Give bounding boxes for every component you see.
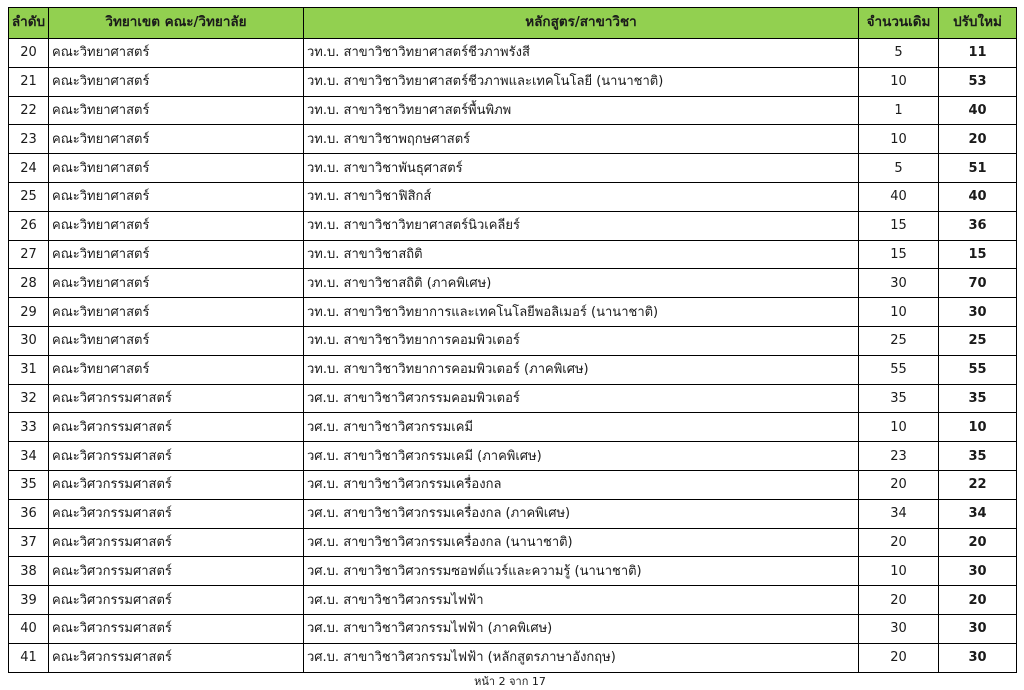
table-row <box>9 125 1017 154</box>
program-cell: วท.บ. สาขาวิชาวิทยาการคอมพิวเตอร์ (ภาคพิเศษ) <box>304 355 859 384</box>
faculty-cell: คณะวิทยาศาสตร์ <box>49 39 304 68</box>
faculty-cell: คณะวิทยาศาสตร์ <box>49 326 304 355</box>
table-row <box>9 269 1017 298</box>
adjusted-count-cell: 30 <box>939 557 1017 586</box>
row-number: 32 <box>9 384 49 413</box>
original-count-cell: 10 <box>859 298 939 327</box>
faculty-cell: คณะวิศวกรรมศาสตร์ <box>49 643 304 672</box>
program-cell: วศ.บ. สาขาวิชาวิศวกรรมเครื่องกล <box>304 470 859 499</box>
row-number: 25 <box>9 182 49 211</box>
table-row <box>9 182 1017 211</box>
adjusted-count-cell: 30 <box>939 614 1017 643</box>
row-number: 24 <box>9 154 49 183</box>
program-cell: วท.บ. สาขาวิชาวิทยาศาสตร์พื้นพิภพ <box>304 96 859 125</box>
table-row <box>9 470 1017 499</box>
table-body <box>9 39 1017 673</box>
table-row <box>9 586 1017 615</box>
adjusted-count-cell: 20 <box>939 528 1017 557</box>
original-count-cell: 10 <box>859 67 939 96</box>
row-number: 37 <box>9 528 49 557</box>
table-row <box>9 499 1017 528</box>
faculty-cell: คณะวิทยาศาสตร์ <box>49 211 304 240</box>
original-count-cell: 15 <box>859 211 939 240</box>
program-cell: วท.บ. สาขาวิชาฟิสิกส์ <box>304 182 859 211</box>
faculty-cell: คณะวิศวกรรมศาสตร์ <box>49 442 304 471</box>
original-count-cell: 40 <box>859 182 939 211</box>
header-number: ลำดับ <box>9 8 49 39</box>
faculty-cell: คณะวิศวกรรมศาสตร์ <box>49 499 304 528</box>
program-cell: วศ.บ. สาขาวิชาวิศวกรรมเครื่องกล (ภาคพิเศษ) <box>304 499 859 528</box>
original-count-cell: 20 <box>859 528 939 557</box>
faculty-cell: คณะวิทยาศาสตร์ <box>49 154 304 183</box>
adjusted-count-cell: 34 <box>939 499 1017 528</box>
adjusted-count-cell: 22 <box>939 470 1017 499</box>
table-row <box>9 154 1017 183</box>
program-cell: วท.บ. สาขาวิชาสถิติ (ภาคพิเศษ) <box>304 269 859 298</box>
row-number: 29 <box>9 298 49 327</box>
program-quota-table <box>8 7 1017 673</box>
row-number: 23 <box>9 125 49 154</box>
adjusted-count-cell: 35 <box>939 442 1017 471</box>
header-program: หลักสูตร/สาขาวิชา <box>304 8 859 39</box>
table-header <box>9 8 1017 39</box>
row-number: 40 <box>9 614 49 643</box>
row-number: 34 <box>9 442 49 471</box>
adjusted-count-cell: 30 <box>939 298 1017 327</box>
program-cell: วท.บ. สาขาวิชาสถิติ <box>304 240 859 269</box>
original-count-cell: 10 <box>859 413 939 442</box>
table-row <box>9 67 1017 96</box>
adjusted-count-cell: 40 <box>939 96 1017 125</box>
table-row <box>9 442 1017 471</box>
original-count-cell: 5 <box>859 39 939 68</box>
adjusted-count-cell: 30 <box>939 643 1017 672</box>
program-cell: วศ.บ. สาขาวิชาวิศวกรรมเคมี <box>304 413 859 442</box>
program-cell: วท.บ. สาขาวิชาวิทยาศาสตร์ชีวภาพรังสี <box>304 39 859 68</box>
adjusted-count-cell: 55 <box>939 355 1017 384</box>
original-count-cell: 1 <box>859 96 939 125</box>
table-row <box>9 355 1017 384</box>
adjusted-count-cell: 11 <box>939 39 1017 68</box>
row-number: 27 <box>9 240 49 269</box>
original-count-cell: 20 <box>859 643 939 672</box>
header-row <box>9 8 1017 39</box>
row-number: 36 <box>9 499 49 528</box>
row-number: 38 <box>9 557 49 586</box>
original-count-cell: 20 <box>859 470 939 499</box>
original-count-cell: 5 <box>859 154 939 183</box>
header-faculty: วิทยาเขต คณะ/วิทยาลัย <box>49 8 304 39</box>
table-row <box>9 211 1017 240</box>
original-count-cell: 35 <box>859 384 939 413</box>
program-cell: วศ.บ. สาขาวิชาวิศวกรรมคอมพิวเตอร์ <box>304 384 859 413</box>
faculty-cell: คณะวิศวกรรมศาสตร์ <box>49 413 304 442</box>
faculty-cell: คณะวิทยาศาสตร์ <box>49 67 304 96</box>
table-row <box>9 39 1017 68</box>
original-count-cell: 34 <box>859 499 939 528</box>
table-row <box>9 96 1017 125</box>
program-cell: วท.บ. สาขาวิชาวิทยาศาสตร์นิวเคลียร์ <box>304 211 859 240</box>
row-number: 35 <box>9 470 49 499</box>
adjusted-count-cell: 20 <box>939 125 1017 154</box>
faculty-cell: คณะวิศวกรรมศาสตร์ <box>49 614 304 643</box>
program-cell: วท.บ. สาขาวิชาพฤกษศาสตร์ <box>304 125 859 154</box>
original-count-cell: 10 <box>859 557 939 586</box>
program-cell: วศ.บ. สาขาวิชาวิศวกรรมไฟฟ้า (หลักสูตรภาษาอังกฤษ) <box>304 643 859 672</box>
original-count-cell: 20 <box>859 586 939 615</box>
table-row <box>9 643 1017 672</box>
adjusted-count-cell: 10 <box>939 413 1017 442</box>
adjusted-count-cell: 15 <box>939 240 1017 269</box>
adjusted-count-cell: 51 <box>939 154 1017 183</box>
original-count-cell: 10 <box>859 125 939 154</box>
row-number: 39 <box>9 586 49 615</box>
faculty-cell: คณะวิทยาศาสตร์ <box>49 355 304 384</box>
adjusted-count-cell: 40 <box>939 182 1017 211</box>
page-number: หน้า 2 จาก 17 <box>474 675 546 688</box>
program-cell: วศ.บ. สาขาวิชาวิศวกรรมเครื่องกล (นานาชาติ) <box>304 528 859 557</box>
program-cell: วศ.บ. สาขาวิชาวิศวกรรมไฟฟ้า (ภาคพิเศษ) <box>304 614 859 643</box>
table-row <box>9 326 1017 355</box>
row-number: 31 <box>9 355 49 384</box>
faculty-cell: คณะวิทยาศาสตร์ <box>49 298 304 327</box>
faculty-cell: คณะวิทยาศาสตร์ <box>49 182 304 211</box>
faculty-cell: คณะวิศวกรรมศาสตร์ <box>49 470 304 499</box>
program-cell: วท.บ. สาขาวิชาวิทยาการคอมพิวเตอร์ <box>304 326 859 355</box>
original-count-cell: 25 <box>859 326 939 355</box>
table-row <box>9 413 1017 442</box>
faculty-cell: คณะวิทยาศาสตร์ <box>49 96 304 125</box>
original-count-cell: 15 <box>859 240 939 269</box>
original-count-cell: 30 <box>859 614 939 643</box>
program-cell: วศ.บ. สาขาวิชาวิศวกรรมซอฟต์แวร์และความรู้ (นานาชาติ) <box>304 557 859 586</box>
table-row <box>9 614 1017 643</box>
faculty-cell: คณะวิทยาศาสตร์ <box>49 269 304 298</box>
table-row <box>9 557 1017 586</box>
program-cell: วศ.บ. สาขาวิชาวิศวกรรมไฟฟ้า <box>304 586 859 615</box>
adjusted-count-cell: 20 <box>939 586 1017 615</box>
table-row <box>9 240 1017 269</box>
header-original: จำนวนเดิม <box>859 8 939 39</box>
row-number: 28 <box>9 269 49 298</box>
original-count-cell: 55 <box>859 355 939 384</box>
program-cell: วท.บ. สาขาวิชาวิทยาศาสตร์ชีวภาพและเทคโนโลยี (นานาชาติ) <box>304 67 859 96</box>
header-adjusted: ปรับใหม่ <box>939 8 1017 39</box>
adjusted-count-cell: 35 <box>939 384 1017 413</box>
adjusted-count-cell: 36 <box>939 211 1017 240</box>
table-row <box>9 384 1017 413</box>
original-count-cell: 23 <box>859 442 939 471</box>
faculty-cell: คณะวิทยาศาสตร์ <box>49 240 304 269</box>
adjusted-count-cell: 25 <box>939 326 1017 355</box>
adjusted-count-cell: 53 <box>939 67 1017 96</box>
faculty-cell: คณะวิทยาศาสตร์ <box>49 125 304 154</box>
row-number: 26 <box>9 211 49 240</box>
row-number: 30 <box>9 326 49 355</box>
program-cell: วท.บ. สาขาวิชาวิทยาการและเทคโนโลยีพอลิเมอร์ (นานาชาติ) <box>304 298 859 327</box>
faculty-cell: คณะวิศวกรรมศาสตร์ <box>49 384 304 413</box>
row-number: 22 <box>9 96 49 125</box>
faculty-cell: คณะวิศวกรรมศาสตร์ <box>49 586 304 615</box>
program-cell: วท.บ. สาขาวิชาพันธุศาสตร์ <box>304 154 859 183</box>
table-row <box>9 298 1017 327</box>
adjusted-count-cell: 70 <box>939 269 1017 298</box>
row-number: 41 <box>9 643 49 672</box>
row-number: 21 <box>9 67 49 96</box>
row-number: 20 <box>9 39 49 68</box>
faculty-cell: คณะวิศวกรรมศาสตร์ <box>49 557 304 586</box>
program-cell: วศ.บ. สาขาวิชาวิศวกรรมเคมี (ภาคพิเศษ) <box>304 442 859 471</box>
faculty-cell: คณะวิศวกรรมศาสตร์ <box>49 528 304 557</box>
table-row <box>9 528 1017 557</box>
row-number: 33 <box>9 413 49 442</box>
original-count-cell: 30 <box>859 269 939 298</box>
